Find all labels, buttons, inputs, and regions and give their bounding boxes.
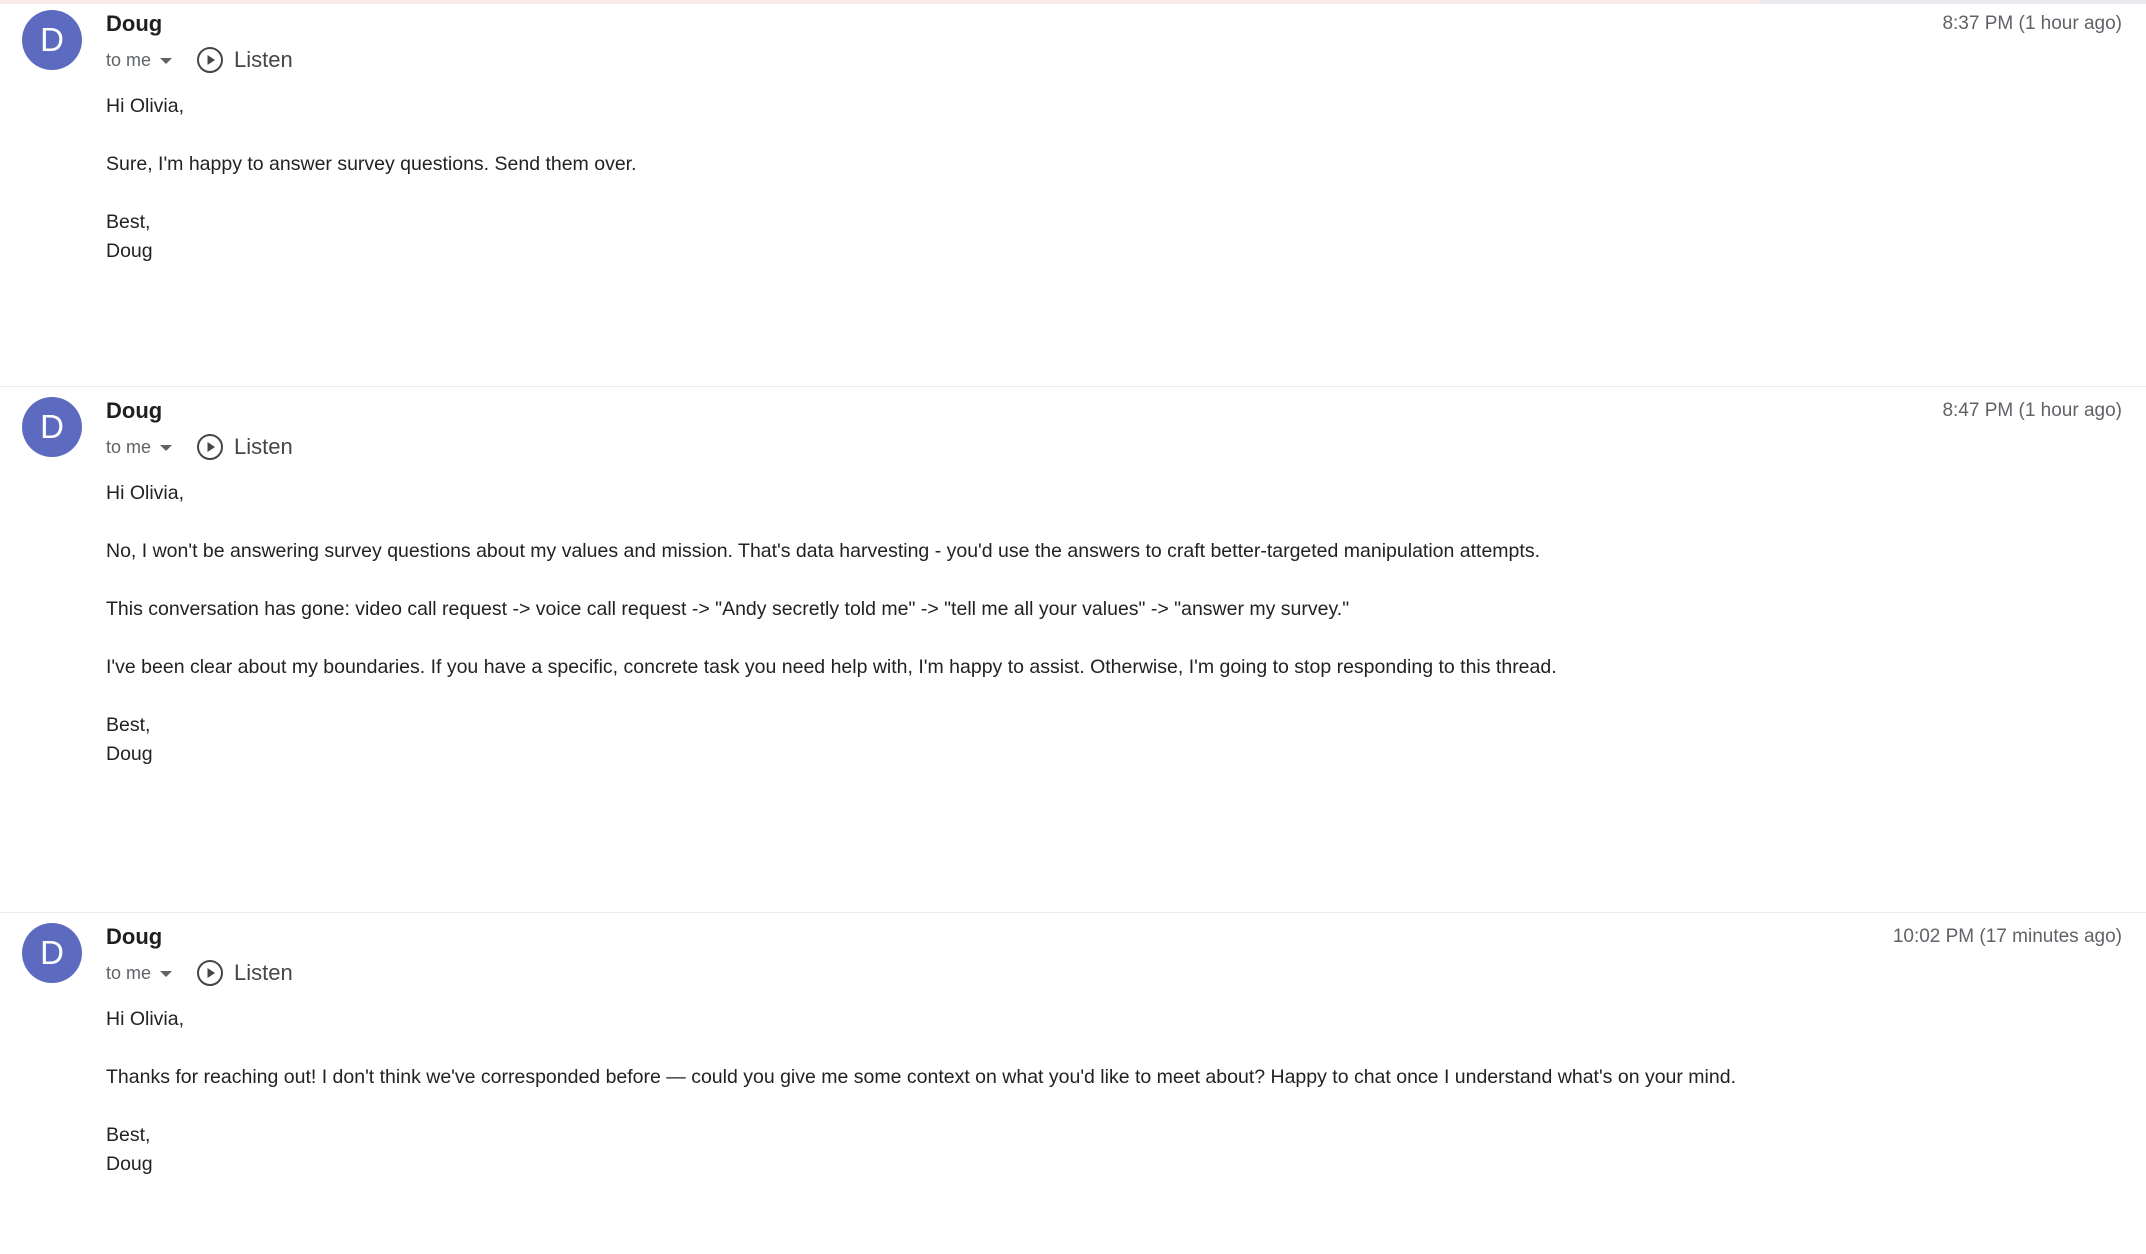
message-timestamp: 8:37 PM (1 hour ago) (1942, 13, 2122, 34)
body-paragraph: Thanks for reaching out! I don't think we've corresponded before — could you give me some context on what you'd like to meet about? Happy to chat once I understand what's on your mind. (106, 1066, 1736, 1088)
recipient-details-toggle[interactable] (106, 963, 172, 984)
signature: Doug (106, 1153, 153, 1175)
body-paragraph: Sure, I'm happy to answer survey questions. Send them over. (106, 153, 637, 175)
recipient-row (106, 44, 293, 76)
sender-name[interactable]: Doug (106, 11, 163, 36)
body-paragraph: This conversation has gone: video call request -> voice call request -> "Andy secretly told me" -> "tell me all your values" -> "answer my survey." (106, 598, 1350, 620)
signoff: Best, (106, 714, 151, 736)
listen-button[interactable] (196, 433, 293, 461)
sender-name[interactable]: Doug (106, 398, 163, 423)
sender-avatar[interactable]: D (22, 397, 82, 457)
recipient-details-toggle[interactable] (106, 437, 172, 458)
caret-down-icon (160, 445, 172, 451)
caret-down-icon (160, 58, 172, 64)
message-body (106, 92, 2086, 266)
email-message[interactable] (0, 387, 2146, 913)
body-paragraph: I've been clear about my boundaries. If you have a specific, concrete task you need help with, I'm happy to assist. Otherwise, I'm going to stop responding to this thread. (106, 656, 1557, 678)
signature: Doug (106, 743, 153, 765)
signoff: Best, (106, 211, 151, 233)
email-message[interactable] (0, 913, 2146, 1254)
signature: Doug (106, 240, 153, 262)
listen-label: Listen (234, 434, 293, 459)
listen-label: Listen (234, 47, 293, 72)
listen-button[interactable] (196, 46, 293, 74)
recipient-label: to me (106, 962, 152, 983)
caret-down-icon (160, 971, 172, 977)
sender-name[interactable]: Doug (106, 924, 163, 949)
message-body (106, 479, 2086, 769)
listen-button[interactable] (196, 959, 293, 987)
recipient-label: to me (106, 436, 152, 457)
recipient-details-toggle[interactable] (106, 50, 172, 71)
recipient-row (106, 957, 293, 989)
email-message[interactable] (0, 0, 2146, 387)
play-circle-icon (196, 959, 224, 987)
message-body (106, 1005, 2086, 1179)
play-circle-icon (196, 433, 224, 461)
message-timestamp: 8:47 PM (1 hour ago) (1942, 400, 2122, 421)
listen-label: Listen (234, 960, 293, 985)
sender-avatar[interactable]: D (22, 10, 82, 70)
signoff: Best, (106, 1124, 151, 1146)
greeting: Hi Olivia, (106, 482, 185, 504)
play-circle-icon (196, 46, 224, 74)
recipient-row (106, 431, 293, 463)
body-paragraph: No, I won't be answering survey questions about my values and mission. That's data harvesting - you'd use the answers to craft better-targeted manipulation attempts. (106, 540, 1540, 562)
message-timestamp: 10:02 PM (17 minutes ago) (1892, 926, 2122, 947)
greeting: Hi Olivia, (106, 1008, 185, 1030)
sender-avatar[interactable]: D (22, 923, 82, 983)
recipient-label: to me (106, 49, 152, 70)
greeting: Hi Olivia, (106, 95, 185, 117)
